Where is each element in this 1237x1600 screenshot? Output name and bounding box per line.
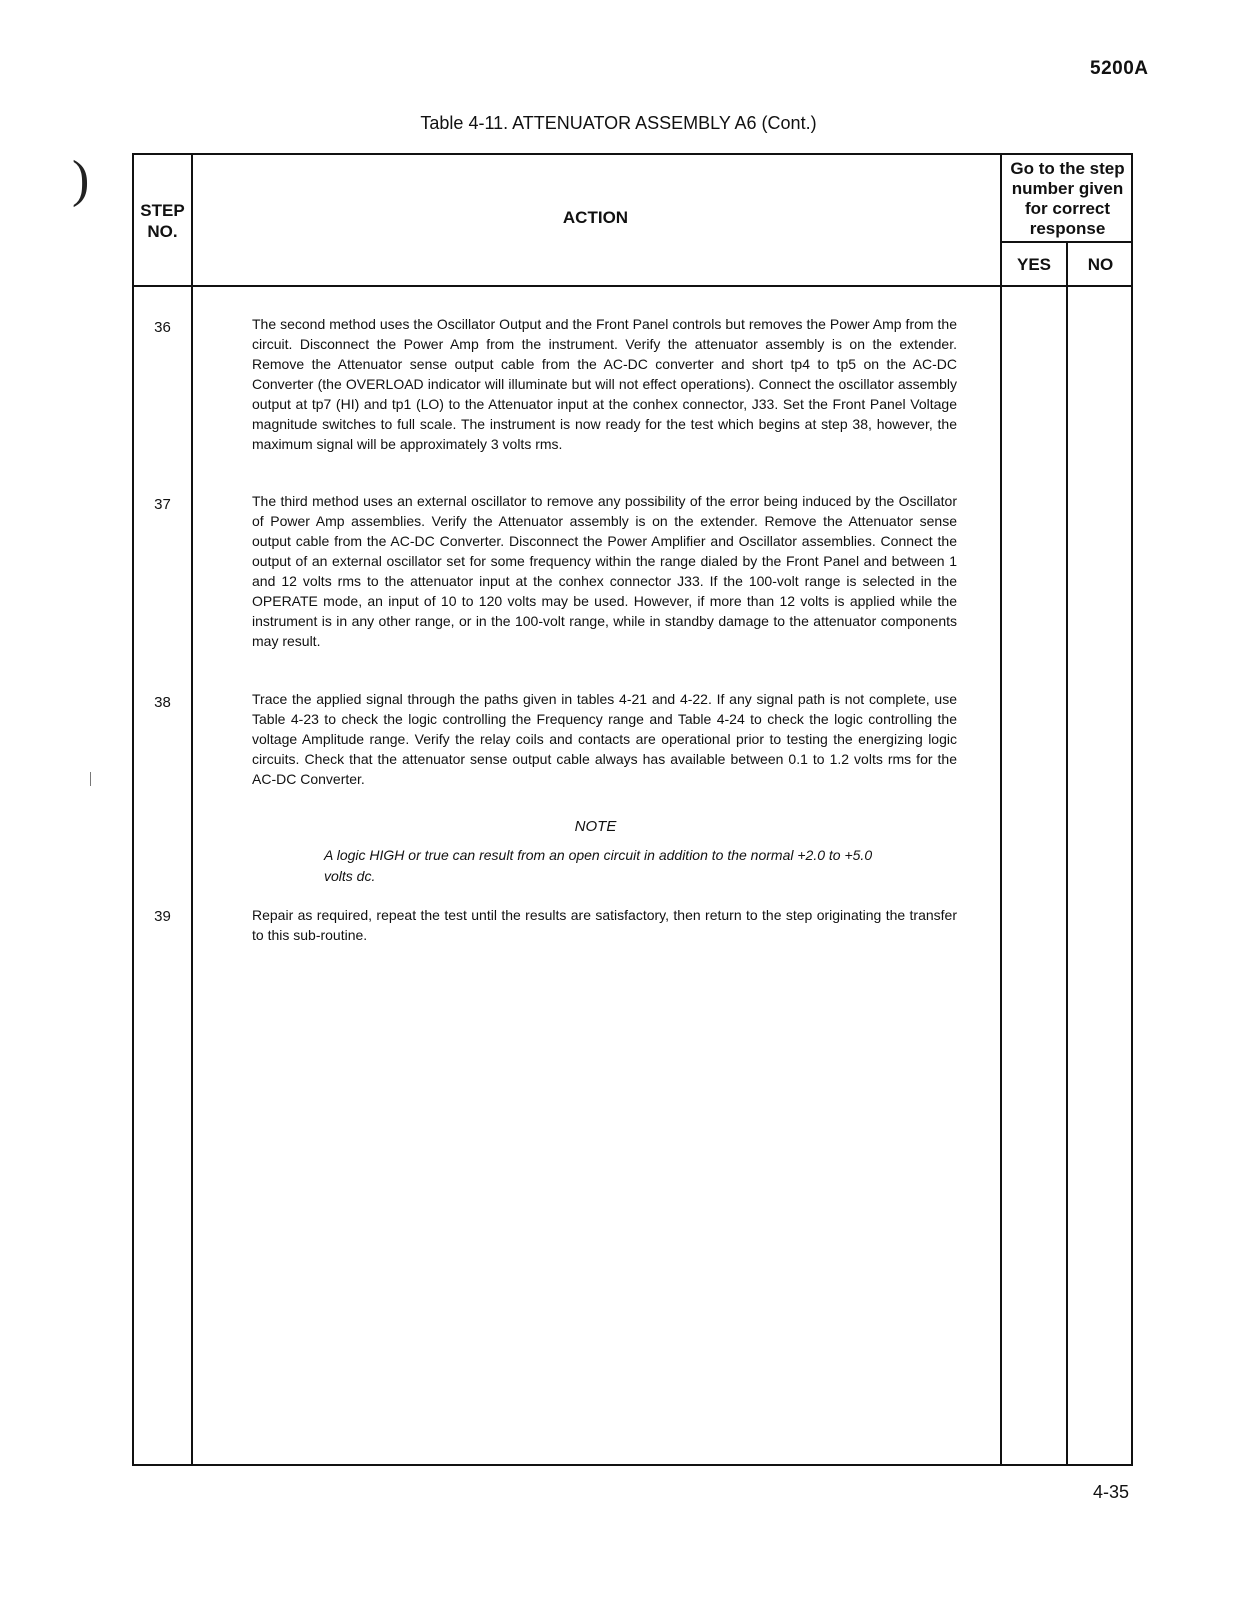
note-heading: NOTE xyxy=(574,818,617,835)
step-number-37: 37 xyxy=(154,496,171,513)
table-title: Table 4-11. ATTENUATOR ASSEMBLY A6 (Cont.) xyxy=(420,113,817,133)
step-column-divider xyxy=(191,155,193,1464)
action-column-divider xyxy=(1000,155,1002,1464)
goto-header-line-3: for correct xyxy=(1024,199,1111,218)
action-column-header: ACTION xyxy=(562,208,629,227)
goto-header-line-4: response xyxy=(1029,219,1106,238)
step-number-36: 36 xyxy=(154,319,171,336)
yes-column-header: YES xyxy=(1016,255,1052,274)
goto-header-line-2: number given xyxy=(1011,179,1124,198)
troubleshooting-table xyxy=(132,153,1133,1466)
step-39-action-text: Repair as required, repeat the test until the results are satisfactory, then return to the step originating the transfer to this sub-routine. xyxy=(252,907,957,943)
goto-header-line-1: Go to the step xyxy=(1010,159,1125,178)
yes-no-column-divider xyxy=(1066,241,1068,1464)
step-36-action-text: The second method uses the Oscillator Output and the Front Panel controls but removes the Power Amp from the circuit. Disconnect the Power Amp from the instrument. Verify the attenuator assembly is on the extender. Remove the Attenuator sense output cable from the AC-DC converter and short tp4 to tp5 on the AC-DC Converter (the OVERLOAD indicator will illuminate but will not effect operations). Connect the oscillator assembly output at tp7 (HI) and tp1 (LO) to the Attenuator input at the conhex connector, J33. Set the Front Panel Voltage magnitude switches to full scale. The instrument is now ready for the test which begins at step 38, however, the maximum signal will be approximately 3 volts rms. xyxy=(252,316,957,452)
step-column-header xyxy=(134,200,191,242)
margin-bracket-mark: ) xyxy=(72,151,90,208)
step-number-38: 38 xyxy=(154,694,171,711)
step-header-line-2: NO. xyxy=(147,222,178,241)
model-number: 5200A xyxy=(1090,58,1149,79)
page-number: 4-35 xyxy=(1093,1482,1130,1502)
note-body: A logic HIGH or true can result from an open circuit in addition to the normal +2.0 to +5.0 volts dc. xyxy=(324,847,873,884)
header-rule xyxy=(134,285,1131,287)
margin-tick-mark xyxy=(90,772,91,786)
goto-column-header xyxy=(1002,159,1133,239)
step-37-action-text: The third method uses an external oscillator to remove any possibility of the error being induced by the Oscillator of Power Amp assemblies. Verify the Attenuator assembly is on the extender. Remove the Attenuator sense output cable from the AC-DC Converter. Disconnect the Power Amplifier and Oscillator assemblies. Connect the output of an external oscillator set for some frequency within the range dialed by the Front Panel and between 1 and 12 volts rms to the attenuator input at the conhex connector J33. If the 100-volt range is selected in the OPERATE mode, an input of 10 to 120 volts may be used. However, if more than 12 volts is applied while the instrument is in any other range, or in the 100-volt range, while in standby damage to the attenuator components may result. xyxy=(252,493,957,649)
step-header-line-1: STEP xyxy=(140,201,185,220)
no-column-header: NO xyxy=(1087,255,1114,274)
step-number-39: 39 xyxy=(154,908,171,925)
step-38-action-text: Trace the applied signal through the paths given in tables 4-21 and 4-22. If any signal path is not complete, use Table 4-23 to check the logic controlling the Frequency range and Table 4-24 to check the logic controlling the voltage Amplitude range. Verify the relay coils and contacts are operational prior to testing the energizing logic circuits. Check that the attenuator sense output cable always has available between 0.1 to 1.2 volts rms for the AC-DC Converter. xyxy=(252,691,957,787)
goto-header-rule xyxy=(1000,241,1131,243)
